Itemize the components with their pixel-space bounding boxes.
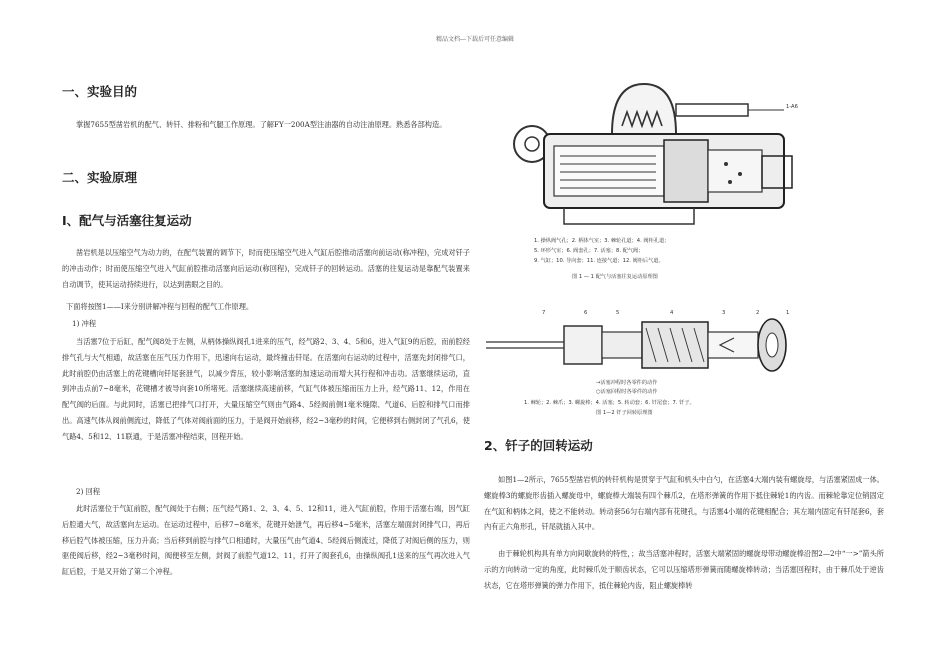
page-header: 精品文档---下载后可任意编辑 xyxy=(435,36,515,43)
figure-1-2-note-stroke: →活塞冲程时各零件的动作 xyxy=(596,380,658,386)
figure-1-2-num-6: 6 xyxy=(584,310,588,316)
figure-1-2-num-7: 7 xyxy=(542,310,546,316)
paragraph-figure-ref: 下面将按图1——I来分别讲解冲程与回程的配气工作原理。 xyxy=(66,302,254,311)
paragraph-return: 此时活塞位于气缸前腔，配气阀处于右侧；压气经气路1、2、3、4、5、12和11，进入气缸前腔，作用于活塞右端，因气缸后腔通大气，故活塞向左运动。在运动过程中，后移7~8毫米，花键开始泄气，再后移4~5毫米，活塞左端面封闭排气口，再后移后腔气体被压缩，压力升高；当后移到前腔与排气口相通时，大量压气由气道4、5经阀后侧流过，降低了对阀后侧的压力，则驱使阀后移，经2~3毫秒时间，阀便移至左侧，封阀了前腔气道12、11，打开了阀套孔6，由操纵阀孔1送来的压气再次进入气缸后腔，于是又开始了第二个冲程。 xyxy=(62,504,470,577)
figure-1-2-diagram xyxy=(484,292,814,422)
paragraph-stroke: 当活塞7位于后缸，配气阀8处于左侧，从柄体操纵阀孔1进来的压气，经气路2、3、4、5和6，进入气缸9的后腔，而前腔经排气孔与大气相通，故活塞在压气压力作用下，迅速向右运动，最终撞击钎尾。在活塞向右运动的过程中，活塞先封闭排气口，此时前腔仍由活塞上的花键槽向钎尾套泄气，以减少背压，较小影响活塞的加速运动而增大其行程和冲击功。活塞继续运动，直到冲击点前7~8毫米，花键槽才被导向套10所堵死。活塞继续高速前移，气缸气体被压缩而压力上升，经气路11、12，作用在配气阀的后面。与此同时，活塞已把排气口打开，大量压缩空气则由气路4、5经阀前侧1毫米缝隙、气道6、后腔和排气口而排出。高速气体从阀前侧流过，降低了气体对阀前面的压力，于是阀开始前移，经2~3毫秒的时间，它便移到右侧封闭了气孔6，使气路4、5和12、11联通，于是活塞冲程结束，回程开始。 xyxy=(62,337,470,441)
figure-1-2-num-2: 2 xyxy=(756,310,760,316)
heading-return: 2) 回程 xyxy=(76,487,101,496)
figure-1-2-num-5: 5 xyxy=(616,310,620,316)
figure-1-1-legend-line-1: 1. 操纵阀气孔；2. 柄体气室；3. 棘轮孔道；4. 阀柜孔道； xyxy=(534,238,670,244)
figure-1-2-num-1: 1 xyxy=(786,310,790,316)
section-1-title: 一、实验目的 xyxy=(62,84,138,99)
figure-1-1-caption: 图 1 — 1 配气与活塞往复运动原理图 xyxy=(572,274,658,280)
subsection-2-title: 2、钎子的回转运动 xyxy=(484,438,593,453)
figure-1-1-diagram xyxy=(494,74,824,290)
figure-1-1-legend-line-2: 5. 环形气室；6. 阀套孔；7. 活塞；8. 配气阀； xyxy=(534,248,644,254)
paragraph-ratchet: 由于棘轮机构具有单方向间歇旋转的特性，；故当活塞冲程时，活塞大端紧固的螺旋母带动螺旋棒沿图2—2中“一>”箭头所示的方向转动一定的角度，此时棘爪处于顺齿状态，它可以压缩塔形弹簧而随螺旋棒转动；当活塞回程时，由于棘爪处于逆齿状态，它在塔形弹簧的弹力作用下，抵住棘轮内齿，阻止螺旋棒转 xyxy=(484,549,884,590)
heading-stroke: 1) 冲程 xyxy=(72,319,97,328)
section-2-title: 二、实验原理 xyxy=(62,170,138,185)
figure-1-2-legend: 1. 棘轮；2. 棘爪；3. 螺旋棒；4. 活塞；5. 转动套；6. 钎尾套；7. 钎子。 xyxy=(524,400,695,406)
section-1-text: 掌握7655型凿岩机的配气、转钎、排粉和气腿工作原理。了解FY一200A型注油器的自动注油原理。熟悉各部构造。 xyxy=(76,120,447,129)
subsection-1-title: I、配气与活塞往复运动 xyxy=(62,213,192,228)
figure-1-2-note-return: ○活塞回程时各零件的动作 xyxy=(596,389,658,395)
paragraph-intro: 凿岩机是以压缩空气为动力的，在配气装置的调节下，时而使压缩空气进入气缸后腔推动活塞向前运动(称冲程)，完成对钎子的冲击动作；时而使压缩空气进入气缸前腔推动活塞向后运动(称回程)，完成钎子的回转运动。活塞的往复运动是靠配气装置来自动调节，使其运动持续进行，以达到凿眼之目的。 xyxy=(62,248,470,289)
figure-1-2-caption: 图 1—2 钎子回转原理图 xyxy=(596,410,653,416)
figure-1-1-legend-line-3: 9. 气缸；10. 导向套；11. 连接气道；12. 阀柜后气道。 xyxy=(534,258,664,264)
figure-1-2-num-3: 3 xyxy=(722,310,726,316)
paragraph-rotation: 如图1—2所示，7655型凿岩机的转钎机构是贯穿于气缸和机头中白勺，在活塞4大端内装有螺旋母，与活塞紧固成一体。螺旋棒3的螺旋形齿插入螺旋母中，螺旋棒大端装有四个棘爪2，在塔形弹簧的作用下抵住棘轮1的内齿。而棘轮靠定位销固定在气缸和柄体之间，使之不能转动。转动套56匀右端内部有花键孔，与活塞4小端的花键相配合；其左端内固定有钎尾套6，套内有正六角形孔，钎尾就插入其中。 xyxy=(484,475,884,532)
figure-1-1-label-right: 1-A6 xyxy=(786,104,798,110)
figure-1-2-num-4: 4 xyxy=(670,310,674,316)
